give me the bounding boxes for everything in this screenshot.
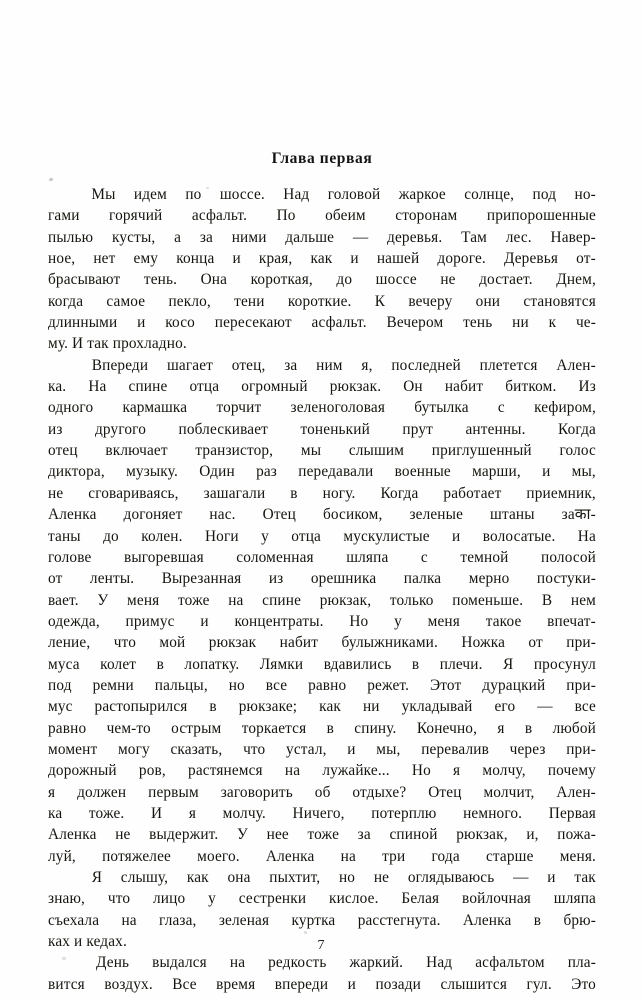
text-line: вится воздух. Все время впереди и позади слышится гул. Это [48, 975, 596, 993]
text-line: Аленка догоняет нас. Отец босиком, зеленые штаны заका- [48, 506, 596, 524]
paragraph [48, 184, 596, 355]
text-line: момент могу сказать, что устал, и мы, перевалив через при- [48, 740, 596, 758]
text-line: ка. На спине отца огромный рюкзак. Он набит битком. Из [48, 378, 596, 396]
text-line: мус растопырился в рюкзаке; как ни укладывай его — все [48, 698, 596, 716]
text-line: из другого поблескивает тоненький прут антенны. Когда [48, 420, 596, 438]
text-line: ка тоже. И я молчу. Ничего, потерплю немного. Первая [48, 804, 596, 822]
text-line: знаю, что лицо у сестренки кислое. Белая войлочная шляпа [48, 890, 596, 908]
text-line: Мы идем по шоссе. Над головой жаркое солнце, под но- [91, 186, 596, 203]
text-line: таны до колен. Ноги у отца мускулистые и волосатые. На [48, 527, 596, 545]
paragraph [48, 952, 596, 995]
text-line: одежда, примус и концентраты. Но у меня такое впечат- [48, 612, 596, 630]
text-line: гами горячий асфальт. По обеим сторонам припорошенные [48, 207, 596, 225]
text-line: луй, потяжелее моего. Аленка на три года старше меня. [48, 847, 596, 865]
text-line: дорожный ров, растянемся на лужайке... Но я молчу, почему [48, 762, 596, 780]
text-line: я должен первым заговорить об отдыхе? Отец молчит, Ален- [48, 783, 596, 801]
text-line: День выдался на редкость жаркий. Над асфальтом пла- [95, 954, 596, 972]
text-line: длинными и косо пересекают асфальт. Вечером тень ни к че- [48, 314, 596, 332]
text-line: не сговариваясь, зашагали в ногу. Когда работает приемник, [48, 484, 596, 502]
text-line: ках и кедах. [48, 933, 127, 951]
text-line: вает. У меня тоже на спине рюкзак, только поменьше. В нем [48, 591, 596, 609]
text-line: одного кармашка торчит зеленоголовая бутылка с кефиром, [48, 399, 596, 417]
paragraph [48, 355, 596, 867]
text-line: муса колет в лопатку. Лямки вдавились в плечи. Я просунул [48, 655, 596, 673]
text-line: брасывают тень. Она короткая, до шоссе не достает. Днем, [48, 271, 596, 289]
text-line: отец включает транзистор, мы слышим приглушенный голос [48, 442, 596, 460]
text-line: когда самое пекло, тени короткие. К вечеру они становятся [48, 292, 596, 310]
text-line: Впереди шагает отец, за ним я, последней плетется Ален- [91, 356, 596, 374]
text-line: му. И так прохладно. [48, 335, 187, 353]
page-number: 7 [317, 938, 325, 953]
text-line: равно чем-то острым торкается в спину. Конечно, я в любой [48, 719, 596, 737]
text-line: Аленка не выдержит. У нее тоже за спиной рюкзак, и, пожа- [48, 826, 596, 844]
text-line: диктора, музыку. Один раз передавали военные марши, и мы, [48, 463, 596, 481]
text-line: под ремни пальцы, но все равно режет. Этот дурацкий при- [48, 676, 596, 694]
text-block [48, 150, 596, 995]
text-line: голове выгоревшая соломенная шляпа с темной полосой [48, 548, 596, 566]
chapter-title: Глава первая [271, 150, 373, 167]
text-line: съехала на глаза, зеленая куртка расстегнута. Аленка в брю- [48, 911, 596, 929]
body-text [48, 184, 596, 995]
text-line: от ленты. Вырезанная из орешника палка мерно постуки- [48, 570, 596, 588]
text-line: ление, что мой рюкзак набит булыжниками. Ножка от при- [48, 634, 596, 652]
text-line: пылью кусты, а за ними дальше — деревья. Там лес. Навер- [48, 228, 596, 246]
text-line: ное, нет ему конца и края, как и нашей дороге. Деревья от- [48, 250, 596, 268]
text-line: Я слышу, как она пыхтит, но не оглядываюсь — и так [91, 869, 596, 886]
